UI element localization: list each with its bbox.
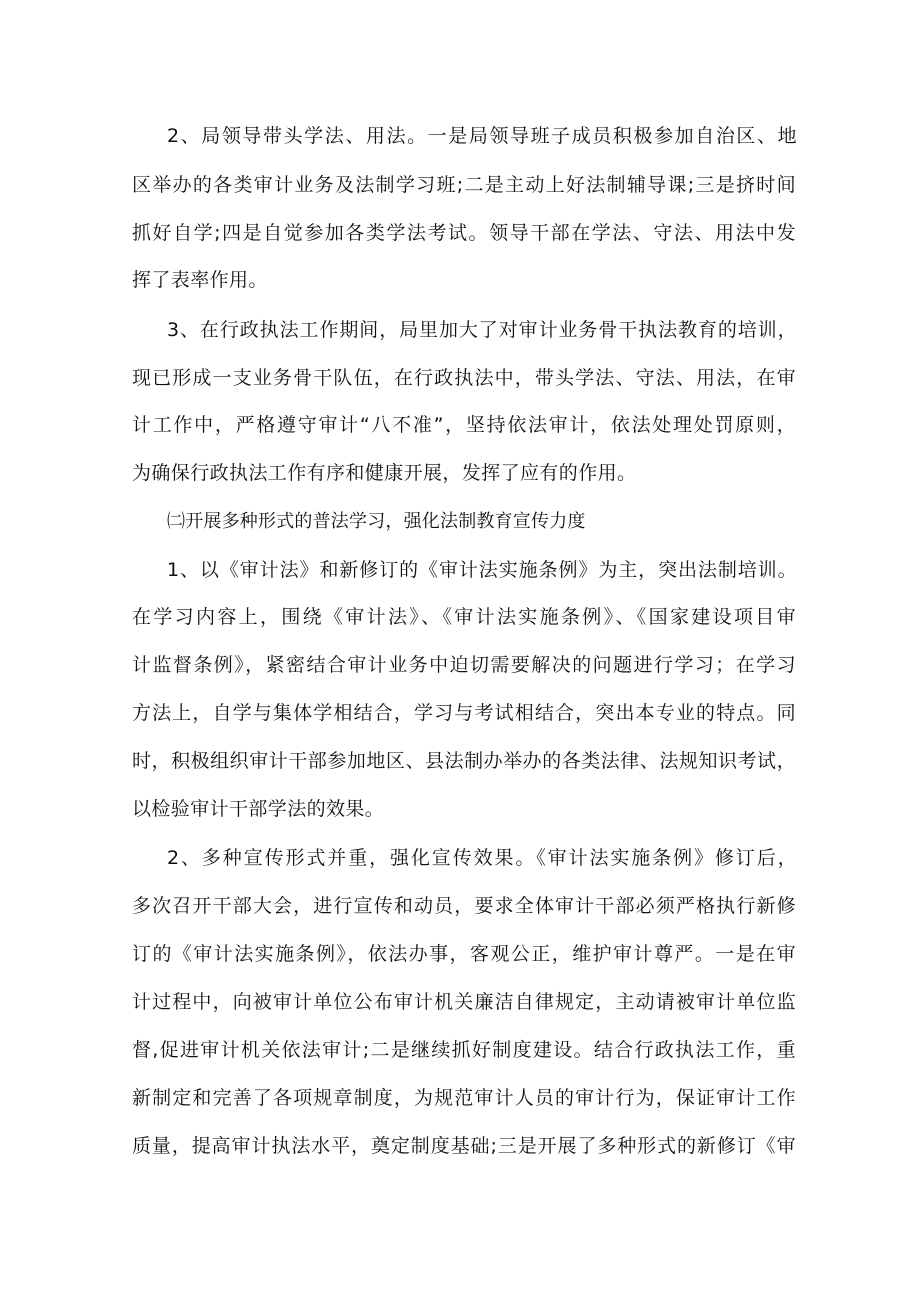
paragraph-line: 现已形成一支业务骨干队伍，在行政执法中，带头学法、守法、用法，在审 xyxy=(132,367,796,389)
paragraph-line: 为确保行政执法工作有序和健康开展，发挥了应有的作用。 xyxy=(132,462,637,484)
paragraph-line: 方法上，自学与集体学相结合，学习与考试相结合，突出本专业的特点。同 xyxy=(132,702,796,724)
paragraph-line: 计工作中，严格遵守审计“八不准”，坚持依法审计，依法处理处罚原则， xyxy=(132,414,796,436)
paragraph-line: 区举办的各类审计业务及法制学习班;二是主动上好法制辅导课;三是挤时间 xyxy=(132,174,796,196)
paragraph-line: 质量，提高审计执法水平，奠定制度基础;三是开展了多种形式的新修订《审 xyxy=(132,1135,796,1157)
paragraph-line: 以检验审计干部学法的效果。 xyxy=(132,798,385,820)
paragraph-line: 3、在行政执法工作期间，局里加大了对审计业务骨干执法教育的培训， xyxy=(167,319,797,341)
paragraph-line: 挥了表率作用。 xyxy=(132,269,268,291)
paragraph-line: 订的《审计法实施条例》，依法办事，客观公正，维护审计尊严。一是在审 xyxy=(132,943,796,965)
paragraph-line: 2、局领导带头学法、用法。一是局领导班子成员积极参加自治区、地 xyxy=(167,125,797,147)
paragraph-line: 督,促进审计机关依法审计;二是继续抓好制度建设。结合行政执法工作，重 xyxy=(132,1039,796,1061)
paragraph-line: 计监督条例》，紧密结合审计业务中迫切需要解决的问题进行学习；在学习 xyxy=(132,654,796,676)
paragraph-line: 在学习内容上，围绕《审计法》、《审计法实施条例》、《国家建设项目审 xyxy=(132,606,796,628)
section-heading: ㈡开展多种形式的普法学习，强化法制教育宣传力度 xyxy=(167,511,586,532)
paragraph-line: 2、多种宣传形式并重，强化宣传效果。《审计法实施条例》修订后， xyxy=(167,847,797,869)
paragraph-line: 计过程中，向被审计单位公布审计机关廉洁自律规定，主动请被审计单位监 xyxy=(132,991,796,1013)
paragraph-line: 1、以《审计法》和新修订的《审计法实施条例》为主，突出法制培训。 xyxy=(167,559,797,581)
paragraph-line: 时，积极组织审计干部参加地区、县法制办举办的各类法律、法规知识考试， xyxy=(132,750,796,772)
paragraph-line: 抓好自学;四是自觉参加各类学法考试。领导干部在学法、守法、用法中发 xyxy=(132,222,796,244)
paragraph-line: 多次召开干部大会，进行宣传和动员，要求全体审计干部必须严格执行新修 xyxy=(132,895,796,917)
paragraph-line: 新制定和完善了各项规章制度，为规范审计人员的审计行为，保证审计工作 xyxy=(132,1087,796,1109)
